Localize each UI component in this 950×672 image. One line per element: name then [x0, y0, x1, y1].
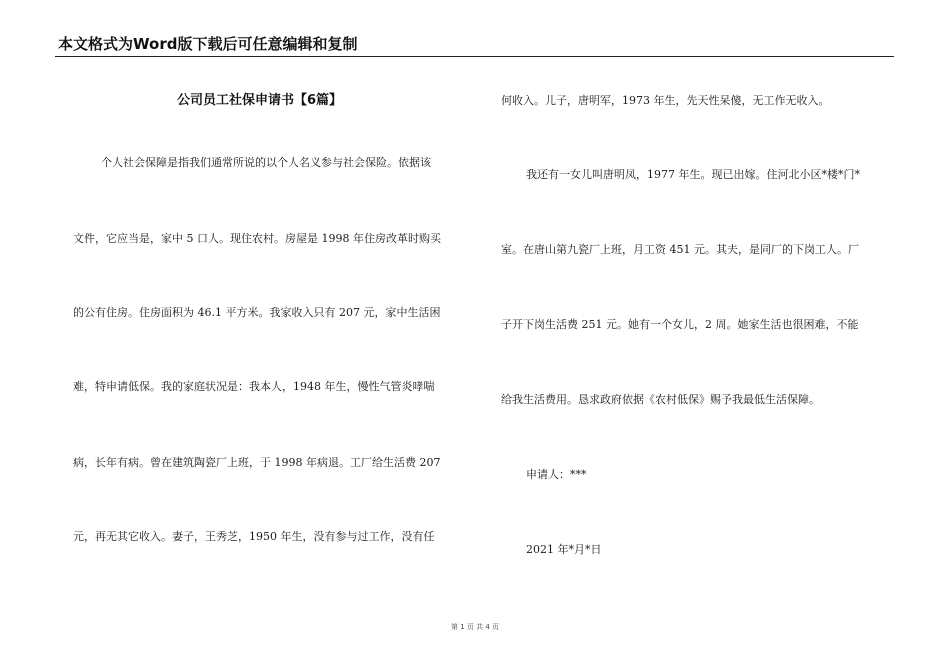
header-title: 本文格式为Word版下载后可任意编辑和复制 [58, 35, 358, 53]
body-line-left-2: 文件，它应当是，家中 5 口人。现住农村。房屋是 1998 年住房改革时购买 [73, 232, 441, 245]
page-number: 第 1 页 共 4 页 [450, 623, 500, 631]
body-line-left-4: 难，特申请低保。我的家庭状况是：我本人，1948 年生，慢性气管炎哮喘 [73, 380, 435, 393]
body-line-right-1: 何收入。儿子，唐明军，1973 年生，先天性呆傻，无工作无收入。 [501, 94, 830, 107]
applicant-line: 申请人：*** [526, 468, 587, 481]
body-line-right-2: 我还有一女儿叫唐明凤，1977 年生。现已出嫁。住河北小区*楼*门* [526, 168, 860, 181]
body-line-left-6: 元，再无其它收入。妻子，王秀芝，1950 年生，没有参与过工作，没有任 [73, 530, 435, 543]
body-line-left-3: 的公有住房。住房面积为 46.1 平方米。我家收入只有 207 元，家中生活困 [73, 306, 441, 319]
body-line-left-5: 病，长年有病。曾在建筑陶瓷厂上班，于 1998 年病退。工厂给生活费 207 [73, 456, 441, 469]
body-line-right-4: 子开下岗生活费 251 元。她有一个女儿，2 周。她家生活也很困难，不能 [501, 318, 859, 331]
document-title: 公司员工社保申请书【6篇】 [177, 93, 343, 108]
date-line: 2021 年*月*日 [526, 543, 602, 556]
body-line-right-5: 给我生活费用。恳求政府依据《农村低保》赐予我最低生活保障。 [501, 393, 820, 406]
body-line-right-3: 室。在唐山第九瓷厂上班，月工资 451 元。其夫，是同厂的下岗工人。厂 [501, 243, 859, 256]
body-line-left-1: 个人社会保障是指我们通常所说的以个人名义参与社会保险。依据该 [101, 156, 431, 169]
header-divider [55, 56, 894, 57]
